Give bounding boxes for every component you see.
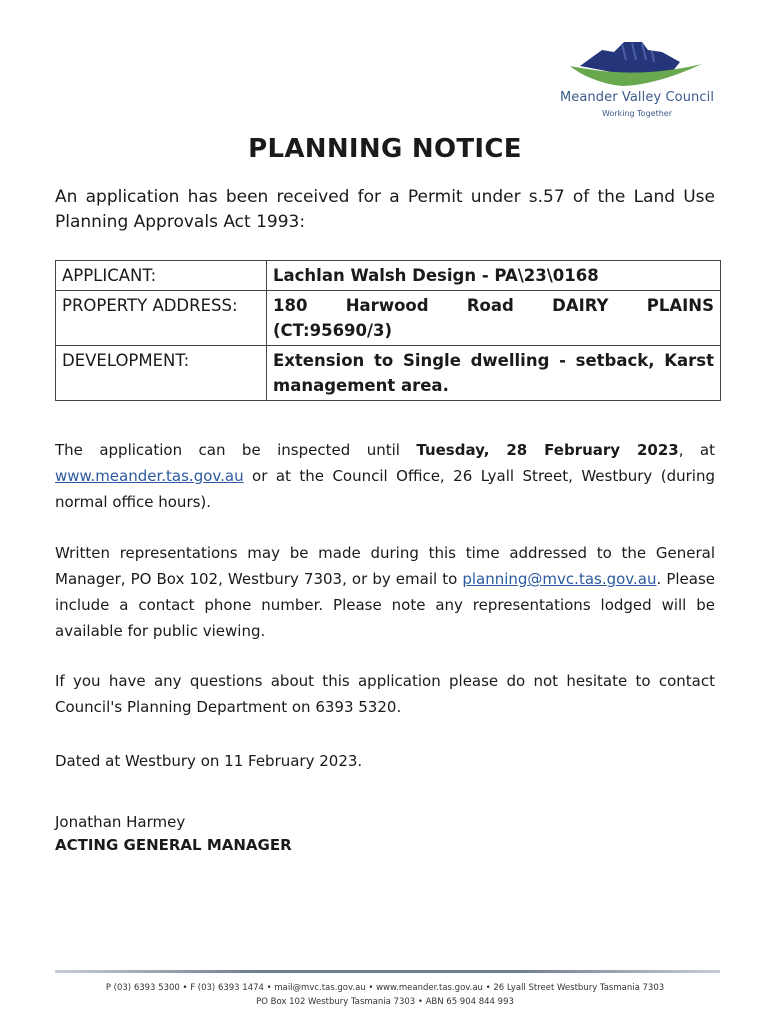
- applicant-label: APPLICANT:: [56, 261, 267, 291]
- email-link[interactable]: planning@mvc.tas.gov.au: [462, 570, 657, 588]
- page-title: PLANNING NOTICE: [248, 134, 522, 164]
- mountain-logo-icon: [562, 38, 712, 88]
- property-address-label: PROPERTY ADDRESS:: [56, 291, 267, 346]
- property-address-value: 180 Harwood Road DAIRY PLAINS (CT:95690/3): [267, 291, 721, 346]
- table-row: [56, 291, 721, 346]
- questions-paragraph: If you have any questions about this application please do not hesitate to contact Council's Planning Department on 6393 5320.: [55, 672, 715, 716]
- table-row: [56, 261, 721, 291]
- representations-text-after: . Please include a contact phone number. Please note any representations lodged will be available for public viewing.: [55, 570, 715, 640]
- applicant-value: Lachlan Walsh Design - PA\23\0168: [267, 261, 721, 291]
- development-value: Extension to Single dwelling - setback, Karst management area.: [267, 346, 721, 401]
- signatory-name: Jonathan Harmey: [55, 813, 186, 831]
- inspection-text-after: or at the Council Office, 26 Lyall Street, Westbury (during normal office hours).: [55, 467, 715, 511]
- council-logo: [552, 38, 722, 130]
- inspection-deadline: Tuesday, 28 February 2023: [416, 441, 679, 459]
- representations-paragraph: [55, 540, 715, 644]
- inspection-paragraph: [55, 437, 715, 515]
- council-tagline: Working Together: [601, 109, 672, 118]
- footer-contact-line: P (03) 6393 5300 • F (03) 6393 1474 • mail@mvc.tas.gov.au • www.meander.tas.gov.au • 26 Lyall Street Westbury Tasmania 7303: [105, 983, 665, 993]
- intro-paragraph: An application has been received for a Permit under s.57 of the Land Use Planning Approvals Act 1993:: [55, 187, 715, 232]
- footer-address-line: PO Box 102 Westbury Tasmania 7303 • ABN 65 904 844 993: [256, 997, 514, 1007]
- details-table: [55, 260, 721, 401]
- website-link[interactable]: www.meander.tas.gov.au: [55, 467, 244, 485]
- table-row: [56, 346, 721, 401]
- footer-divider: [55, 970, 720, 973]
- inspection-text-before: The application can be inspected until: [55, 441, 417, 459]
- development-label: DEVELOPMENT:: [56, 346, 267, 401]
- representations-text-before: Written representations may be made during this time addressed to the General Manager, PO Box 102, Westbury 7303, or by email to: [55, 544, 715, 588]
- signatory-title: ACTING GENERAL MANAGER: [55, 836, 292, 854]
- dated-line: Dated at Westbury on 11 February 2023.: [55, 752, 363, 770]
- inspection-text-mid: , at: [678, 441, 715, 459]
- council-name: Meander Valley Council: [559, 90, 715, 105]
